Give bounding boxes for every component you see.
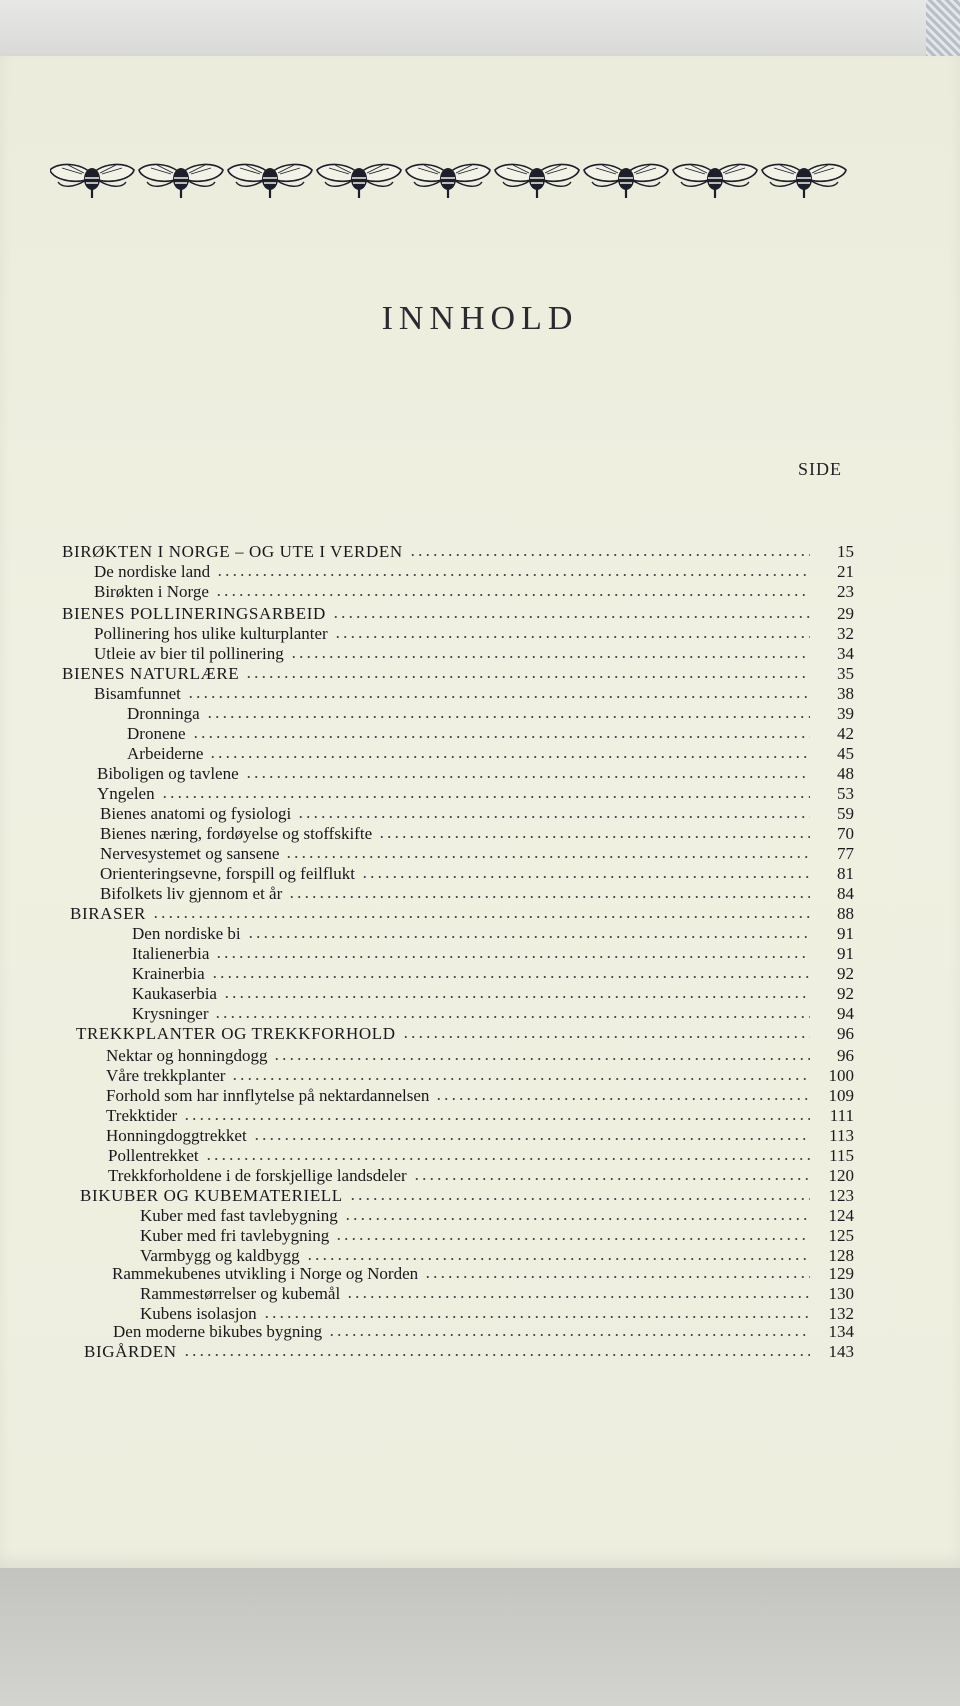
toc-entry-title: Italienerbia — [132, 944, 210, 963]
dot-leader — [306, 1256, 810, 1262]
toc-section-entry — [76, 1024, 854, 1044]
toc-entry-page: 96 — [837, 1024, 854, 1043]
bee-border-ornament — [50, 150, 856, 210]
dot-leader — [161, 794, 810, 800]
toc-entry-title: Kubens isolasjon — [140, 1304, 257, 1323]
toc-entry — [106, 1106, 854, 1126]
dot-leader — [231, 1076, 810, 1082]
toc-entry-title: Pollentrekket — [108, 1146, 199, 1165]
dot-leader — [206, 714, 810, 720]
fabric-corner — [926, 0, 960, 58]
dot-leader — [334, 634, 810, 640]
toc-entry — [100, 844, 854, 864]
dot-leader — [285, 854, 810, 860]
toc-entry — [132, 944, 854, 964]
toc-entry — [108, 1166, 854, 1186]
toc-entry-page: 42 — [837, 724, 854, 743]
toc-entry-title: Dronninga — [127, 704, 200, 723]
dot-leader — [247, 934, 810, 940]
toc-entry-title: Bisamfunnet — [94, 684, 181, 703]
dot-leader — [215, 592, 810, 598]
toc-entry — [127, 724, 854, 744]
dot-leader — [332, 614, 810, 620]
toc-entry-title: Rammekubenes utvikling i Norge og Norden — [112, 1264, 419, 1283]
dot-leader — [211, 974, 810, 980]
toc-entry — [106, 1086, 854, 1106]
toc-entry-title: Den moderne bikubes bygning — [113, 1322, 323, 1341]
dot-leader — [349, 1196, 810, 1202]
bee-icon — [406, 164, 490, 198]
toc-entry-title: Birøkten i Norge — [94, 582, 209, 601]
toc-entry-page: 21 — [837, 562, 854, 581]
toc-entry-page: 123 — [828, 1186, 854, 1205]
toc-entry-title: Arbeiderne — [127, 744, 204, 763]
dot-leader — [328, 1332, 810, 1338]
toc-entry-page: 120 — [828, 1166, 854, 1185]
background-bottom — [0, 1568, 960, 1706]
dot-leader — [273, 1056, 810, 1062]
dot-leader — [216, 572, 810, 578]
dot-leader — [413, 1176, 810, 1182]
dot-leader — [187, 694, 810, 700]
toc-entry — [127, 744, 854, 764]
bee-icon — [584, 164, 668, 198]
toc-entry-page: 77 — [837, 844, 854, 863]
toc-entry-page: 15 — [837, 542, 854, 561]
toc-entry-title: Trekktider — [106, 1106, 178, 1125]
toc-entry — [113, 1322, 854, 1342]
toc-entry — [140, 1226, 854, 1246]
toc-entry-page: 109 — [828, 1086, 854, 1105]
toc-entry-title: Varmbygg og kaldbygg — [140, 1246, 300, 1265]
table-of-contents — [0, 542, 960, 1362]
toc-entry-page: 32 — [837, 624, 854, 643]
toc-entry-title: TREKKPLANTER OG TREKKFORHOLD — [76, 1024, 396, 1043]
toc-entry — [106, 1046, 854, 1066]
toc-entry — [106, 1126, 854, 1146]
toc-entry-page: 91 — [837, 924, 854, 943]
toc-entry-title: Yngelen — [97, 784, 155, 803]
toc-entry-page: 134 — [828, 1322, 854, 1341]
toc-entry-page: 100 — [828, 1066, 854, 1085]
toc-entry-page: 143 — [828, 1342, 854, 1361]
toc-section-entry — [62, 542, 854, 562]
toc-entry-title: Utleie av bier til pollinering — [94, 644, 284, 663]
toc-entry-page: 125 — [828, 1226, 854, 1245]
toc-entry-title: BIENES POLLINERINGSARBEID — [62, 604, 326, 623]
toc-entry-title: BIENES NATURLÆRE — [62, 664, 240, 683]
toc-entry-title: Kuber med fri tavlebygning — [140, 1226, 330, 1245]
dot-leader — [361, 874, 810, 880]
toc-entry — [108, 1146, 854, 1166]
toc-entry-title: Honningdoggtrekket — [106, 1126, 247, 1145]
toc-entry — [140, 1284, 854, 1304]
toc-entry — [140, 1246, 854, 1266]
bee-icon — [673, 164, 757, 198]
toc-entry-page: 92 — [837, 984, 854, 1003]
toc-entry-page: 92 — [837, 964, 854, 983]
toc-entry-title: Kaukaserbia — [132, 984, 217, 1003]
toc-entry — [97, 784, 854, 804]
toc-entry-page: 45 — [837, 744, 854, 763]
toc-entry — [132, 924, 854, 944]
dot-leader — [409, 552, 810, 558]
toc-entry — [94, 624, 854, 644]
toc-entry-page: 94 — [837, 1004, 854, 1023]
dot-leader — [214, 1014, 810, 1020]
toc-entry-page: 129 — [828, 1264, 854, 1283]
dot-leader — [402, 1034, 810, 1040]
bee-icon — [317, 164, 401, 198]
dot-leader — [290, 654, 810, 660]
toc-entry — [132, 1004, 854, 1024]
toc-entry-title: BIRASER — [70, 904, 146, 923]
toc-entry — [140, 1304, 854, 1324]
toc-entry-title: Orienteringsevne, forspill og feilflukt — [100, 864, 355, 883]
background-top — [0, 0, 960, 60]
dot-leader — [205, 1156, 810, 1162]
toc-entry-page: 53 — [837, 784, 854, 803]
toc-entry-title: Nektar og honningdogg — [106, 1046, 268, 1065]
toc-section-entry — [80, 1186, 854, 1206]
toc-entry — [94, 562, 854, 582]
toc-entry-title: Kuber med fast tavlebygning — [140, 1206, 338, 1225]
toc-entry-title: BIGÅRDEN — [84, 1342, 177, 1361]
dot-leader — [152, 914, 810, 920]
toc-entry-page: 128 — [828, 1246, 854, 1265]
toc-entry-title: Bienes anatomi og fysiologi — [100, 804, 292, 823]
toc-entry-title: Våre trekkplanter — [106, 1066, 226, 1085]
toc-entry — [112, 1264, 854, 1284]
toc-entry-page: 35 — [837, 664, 854, 683]
dot-leader — [344, 1216, 810, 1222]
toc-section-entry — [62, 664, 854, 684]
toc-entry-page: 48 — [837, 764, 854, 783]
bee-icon — [762, 164, 846, 198]
dot-leader — [253, 1136, 810, 1142]
toc-entry-title: Rammestørrelser og kubemål — [140, 1284, 341, 1303]
dot-leader — [183, 1116, 810, 1122]
toc-section-entry — [70, 904, 854, 924]
toc-entry-title: Forhold som har innflytelse på nektardannelsen — [106, 1086, 430, 1105]
dot-leader — [297, 814, 810, 820]
dot-leader — [215, 954, 810, 960]
dot-leader — [192, 734, 810, 740]
toc-entry-title: Den nordiske bi — [132, 924, 241, 943]
toc-entry-page: 23 — [837, 582, 854, 601]
toc-entry — [100, 864, 854, 884]
side-column-label: SIDE — [798, 459, 842, 479]
page-title: INNHOLD — [381, 300, 579, 337]
dot-leader — [288, 894, 810, 900]
dot-leader — [263, 1314, 810, 1320]
toc-entry-title: Krainerbia — [132, 964, 205, 983]
toc-entry — [100, 884, 854, 904]
toc-entry-page: 113 — [829, 1126, 854, 1145]
dot-leader — [424, 1274, 810, 1280]
dot-leader — [245, 774, 810, 780]
toc-entry-page: 84 — [837, 884, 854, 903]
dot-leader — [209, 754, 810, 760]
toc-entry-title: BIRØKTEN I NORGE – OG UTE I VERDEN — [62, 542, 403, 561]
dot-leader — [335, 1236, 810, 1242]
toc-entry-title: Trekkforholdene i de forskjellige landsdeler — [108, 1166, 407, 1185]
toc-entry-page: 124 — [828, 1206, 854, 1225]
toc-entry-page: 34 — [837, 644, 854, 663]
toc-entry-page: 38 — [837, 684, 854, 703]
toc-entry — [94, 684, 854, 704]
dot-leader — [378, 834, 810, 840]
dot-leader — [346, 1294, 810, 1300]
toc-entry-page: 88 — [837, 904, 854, 923]
toc-entry-title: Biboligen og tavlene — [97, 764, 239, 783]
toc-entry — [132, 984, 854, 1004]
toc-entry — [97, 764, 854, 784]
toc-entry-page: 115 — [829, 1146, 854, 1165]
toc-entry-title: Bifolkets liv gjennom et år — [100, 884, 283, 903]
toc-entry-page: 132 — [828, 1304, 854, 1323]
toc-entry-title: Bienes næring, fordøyelse og stoffskifte — [100, 824, 373, 843]
toc-entry-page: 111 — [829, 1106, 854, 1125]
toc-entry — [106, 1066, 854, 1086]
dot-leader — [183, 1352, 810, 1358]
dot-leader — [435, 1096, 810, 1102]
toc-entry-page: 91 — [837, 944, 854, 963]
toc-entry — [100, 824, 854, 844]
toc-entry-title: Nervesystemet og sansene — [100, 844, 280, 863]
toc-entry-page: 70 — [837, 824, 854, 843]
toc-entry-page: 81 — [837, 864, 854, 883]
dot-leader — [245, 674, 810, 680]
toc-entry — [94, 644, 854, 664]
bee-icon — [228, 164, 312, 198]
toc-entry-title: De nordiske land — [94, 562, 211, 581]
bee-icon — [495, 164, 579, 198]
toc-entry — [127, 704, 854, 724]
toc-entry-page: 39 — [837, 704, 854, 723]
toc-entry — [132, 964, 854, 984]
toc-entry-page: 29 — [837, 604, 854, 623]
toc-entry-title: Krysninger — [132, 1004, 209, 1023]
bee-icon — [139, 164, 223, 198]
toc-entry-page: 96 — [837, 1046, 854, 1065]
toc-entry-title: Pollinering hos ulike kulturplanter — [94, 624, 328, 643]
toc-section-entry — [84, 1342, 854, 1362]
toc-entry-title: Dronene — [127, 724, 186, 743]
bee-icon — [50, 164, 134, 198]
toc-entry-title: BIKUBER OG KUBEMATERIELL — [80, 1186, 343, 1205]
toc-entry — [100, 804, 854, 824]
toc-entry — [140, 1206, 854, 1226]
toc-entry-page: 59 — [837, 804, 854, 823]
toc-entry — [94, 582, 854, 602]
dot-leader — [223, 994, 810, 1000]
toc-section-entry — [62, 604, 854, 624]
toc-entry-page: 130 — [828, 1284, 854, 1303]
